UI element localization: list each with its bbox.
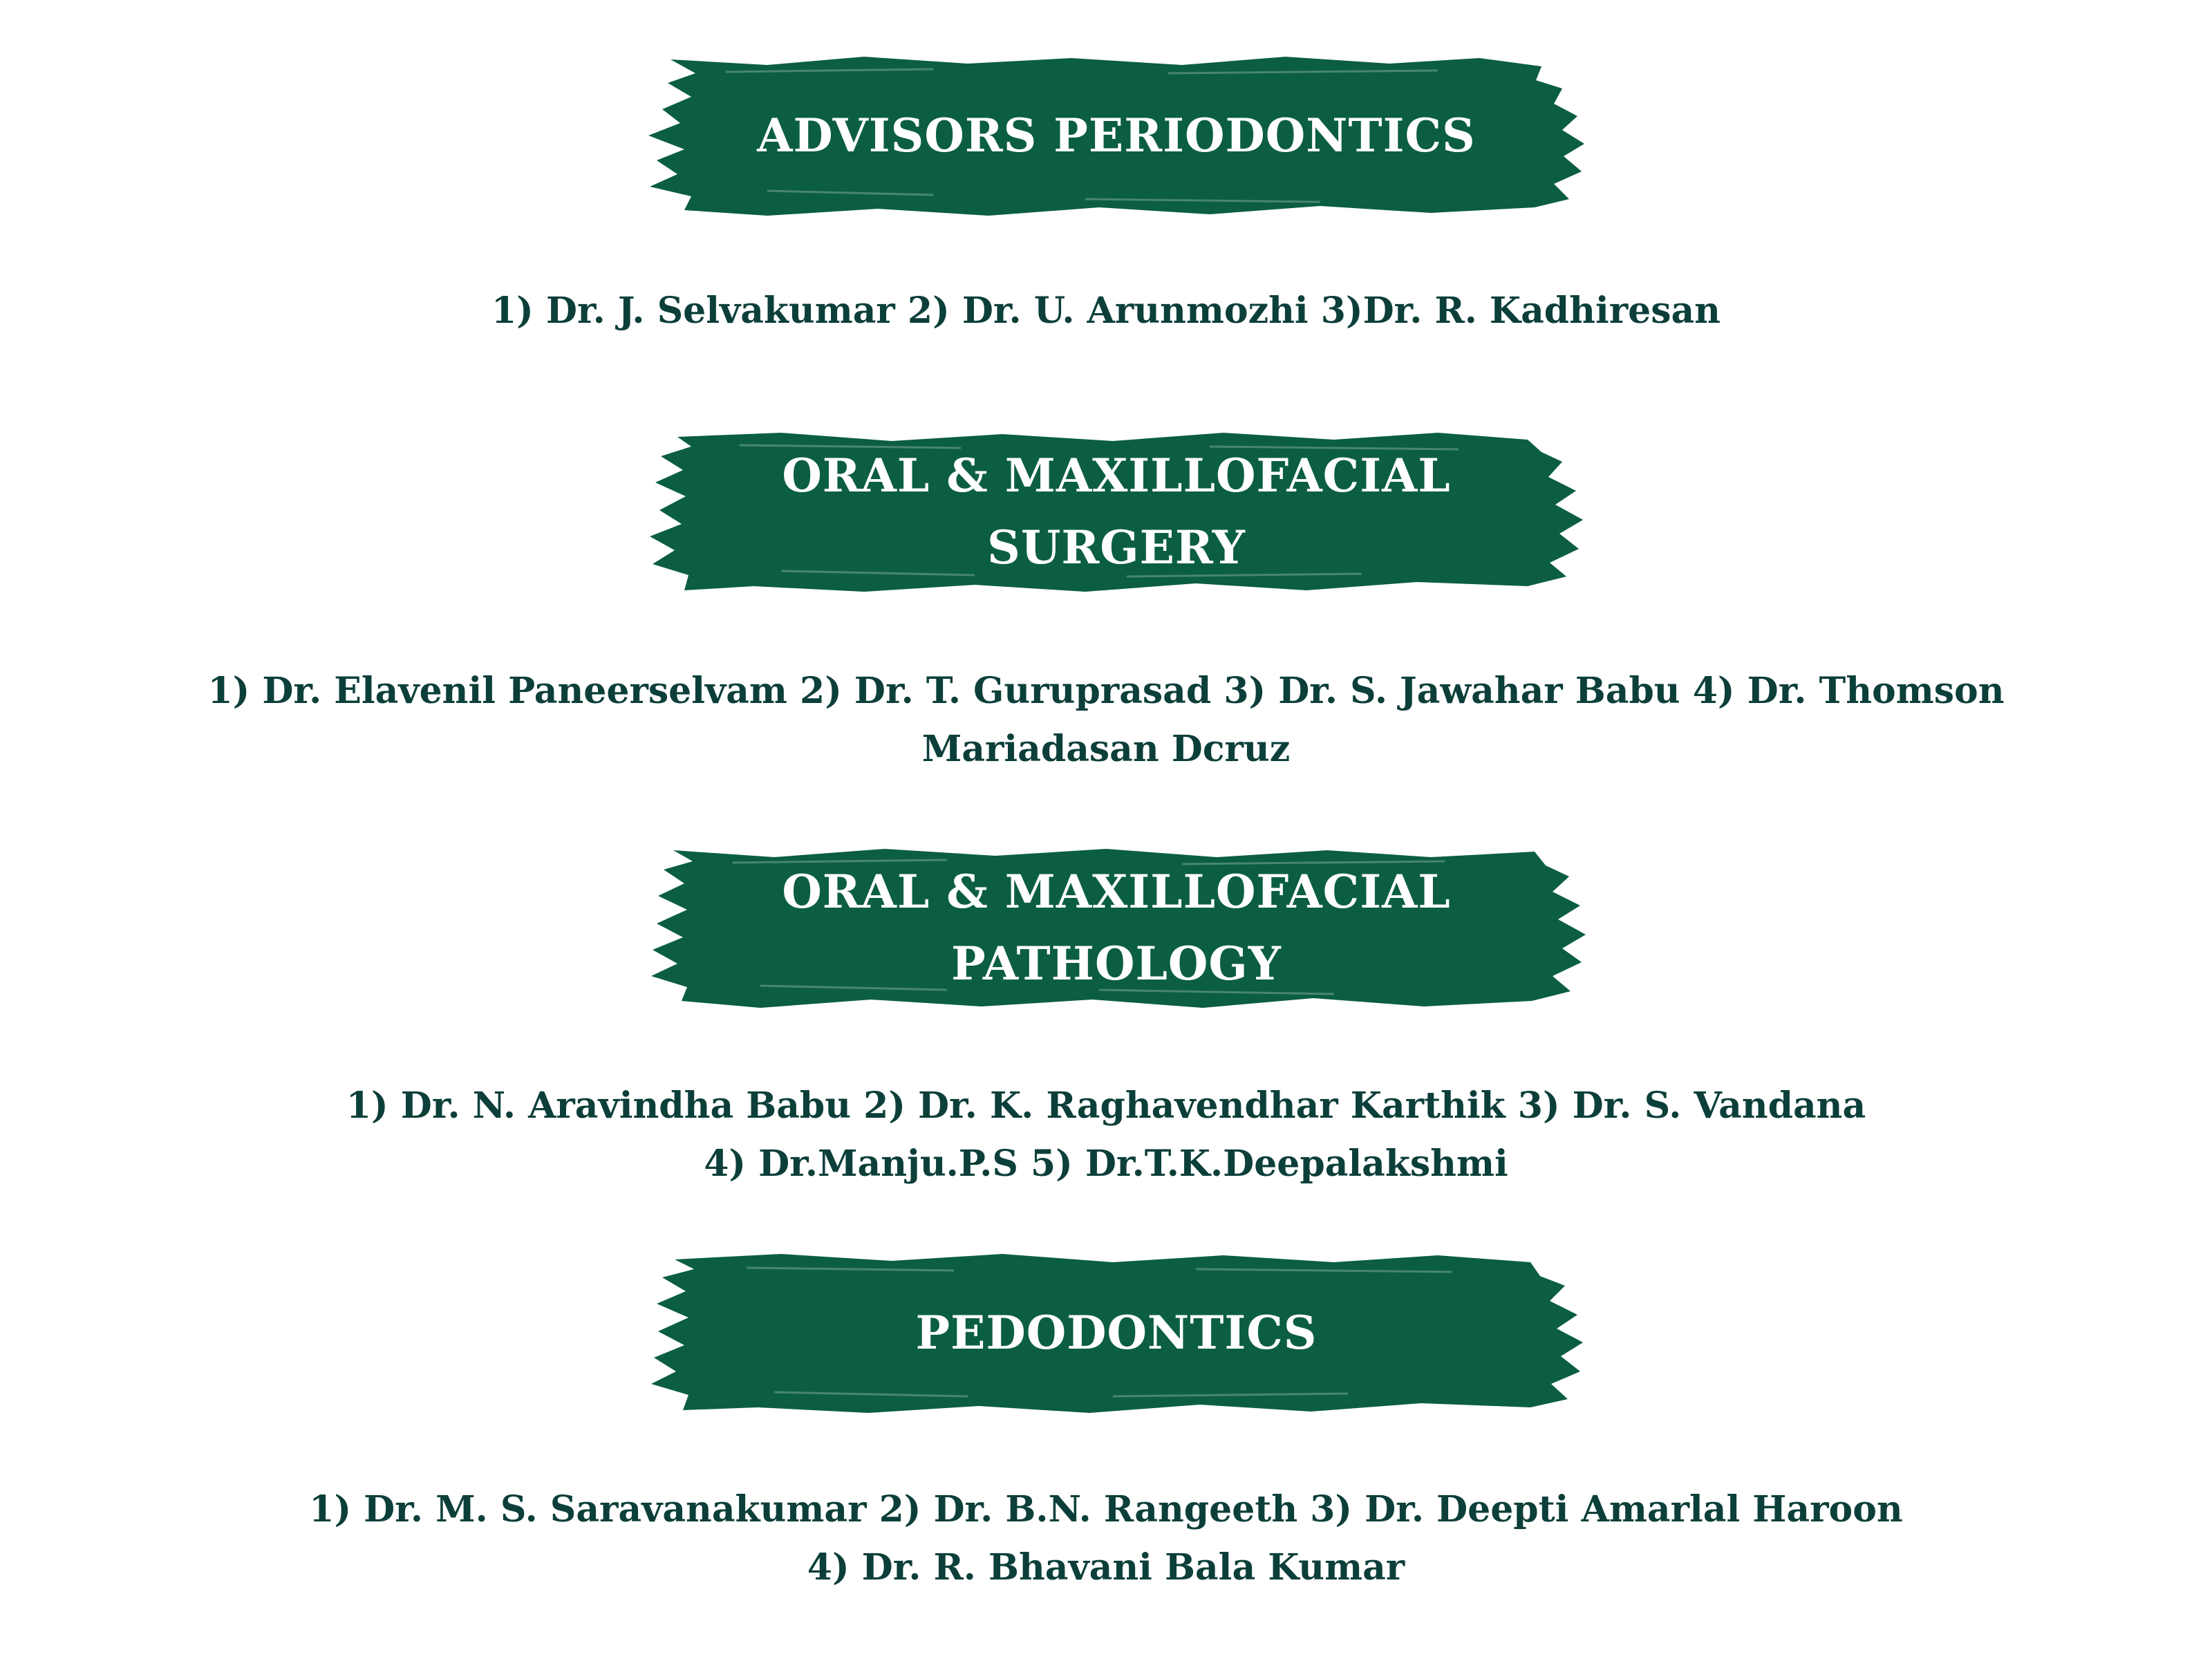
section-title: PEDODONTICS [915, 1306, 1318, 1360]
member-names: 1) Dr. M. S. Saravanakumar 2) Dr. B.N. Rangeeth 3) Dr. Deepti Amarlal Haroon 4) Dr. R. Bhavani Bala Kumar [309, 1488, 1903, 1588]
section-banner [643, 429, 1590, 594]
member-names: 1) Dr. J. Selvakumar 2) Dr. U. Arunmozhi 3)Dr. R. Kadhiresan [491, 290, 1721, 332]
section-title: ORAL & MAXILLOFACIAL PATHOLOGY [782, 865, 1451, 991]
section-banner [643, 845, 1590, 1011]
section-banner [643, 1250, 1590, 1416]
member-names: 1) Dr. Elavenil Paneerselvam 2) Dr. T. Guruprasad 3) Dr. S. Jawahar Babu 4) Dr. Thomson Mariadasan Dcruz [207, 670, 2005, 770]
section-title: ADVISORS PERIODONTICS [757, 109, 1476, 162]
section-banner [643, 53, 1590, 218]
member-names: 1) Dr. N. Aravindha Babu 2) Dr. K. Raghavendhar Karthik 3) Dr. S. Vandana 4) Dr.Manju.P.S 5) Dr.T.K.Deepalakshmi [346, 1085, 1866, 1185]
section-title: ORAL & MAXILLOFACIAL SURGERY [782, 449, 1451, 574]
